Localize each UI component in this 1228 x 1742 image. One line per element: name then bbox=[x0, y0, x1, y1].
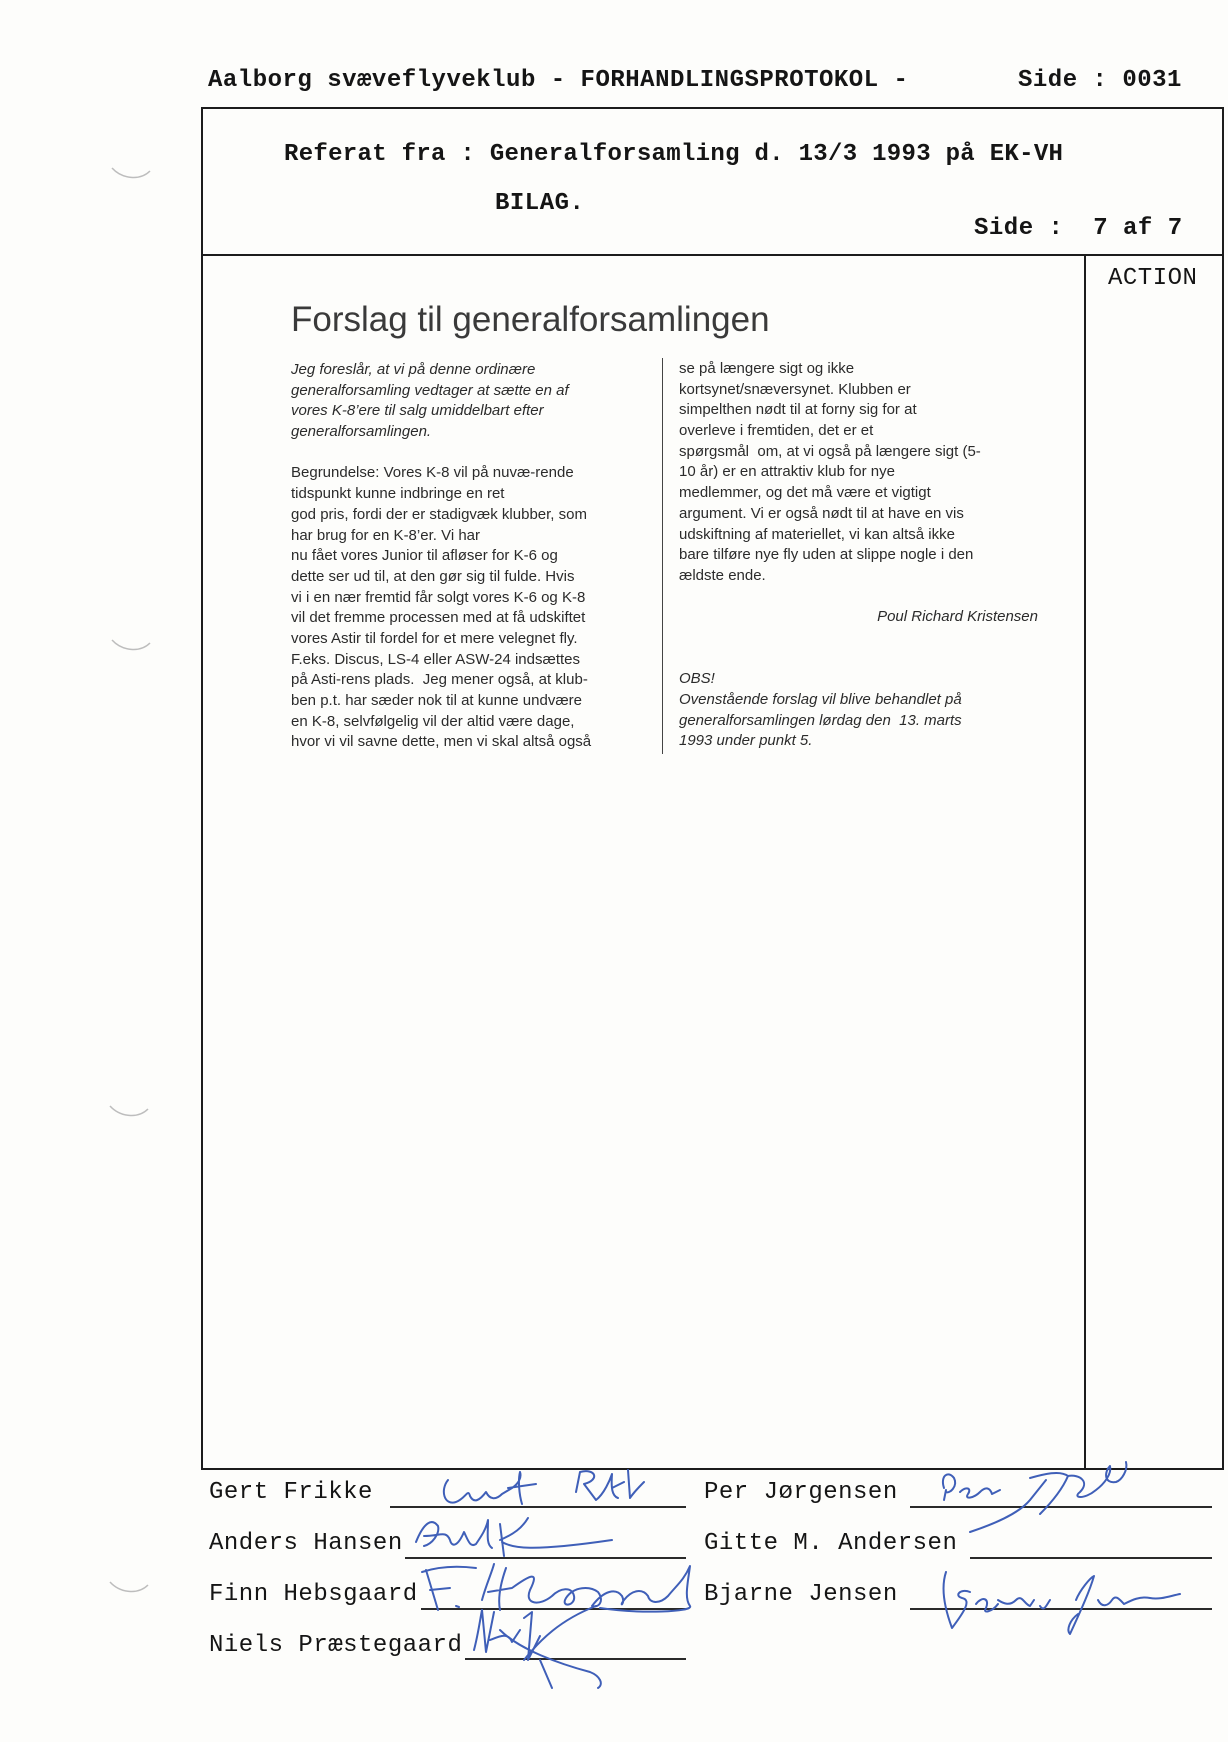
reason-line: dette ser ud til, at den gør sig til fulde. Hvis bbox=[291, 567, 575, 585]
note-line: Ovenstående forslag vil blive behandlet på bbox=[679, 691, 962, 708]
reason-line: F.eks. Discus, LS-4 eller ASW-24 indsættes bbox=[291, 650, 580, 668]
signature-line bbox=[465, 1658, 686, 1660]
signature-line bbox=[421, 1608, 686, 1610]
note-line: 1993 under punkt 5. bbox=[679, 732, 813, 750]
protocol-title: Aalborg svæveflyveklub - FORHANDLINGSPROTOKOL - bbox=[208, 67, 909, 94]
continuation-line: spørgsmål om, at vi også på længere sigt (5- bbox=[679, 442, 981, 460]
signer-label: Gitte M. Andersen bbox=[704, 1530, 958, 1557]
action-column-header: ACTION bbox=[1108, 265, 1198, 292]
protocol-page-number: Side : 0031 bbox=[1018, 67, 1182, 94]
reason-line: god pris, fordi der er stadigvæk klubber, som bbox=[291, 505, 587, 523]
continuation-line: bare tilføre nye fly uden at slippe nogle i den bbox=[679, 546, 974, 564]
intro-line: generalforsamling vedtager at sætte en af bbox=[291, 381, 569, 399]
referat-line: Referat fra : Generalforsamling d. 13/3 1993 på EK-VH bbox=[284, 141, 1064, 168]
signer-label: Gert Frikke bbox=[209, 1479, 373, 1506]
reason-line: nu fået vores Junior til afløser for K-6 og bbox=[291, 547, 558, 565]
proposal-author: Poul Richard Kristensen bbox=[877, 608, 1038, 626]
note-heading: OBS! bbox=[679, 670, 715, 688]
signature-line bbox=[970, 1557, 1212, 1559]
signer-label: Finn Hebsgaard bbox=[209, 1581, 418, 1608]
continuation-line: simpelthen nødt til at forny sig for at bbox=[679, 401, 917, 419]
signer-label: Anders Hansen bbox=[209, 1530, 403, 1557]
proposal-title: Forslag til generalforsamlingen bbox=[291, 300, 770, 339]
reason-line: en K-8, selvfølgelig vil der altid være dage, bbox=[291, 712, 575, 730]
signature-line bbox=[910, 1506, 1212, 1508]
continuation-line: ældste ende. bbox=[679, 566, 766, 584]
signature-line bbox=[910, 1608, 1212, 1610]
signature-line bbox=[390, 1506, 686, 1508]
signature-line bbox=[405, 1557, 686, 1559]
reason-line: har brug for en K-8’er. Vi har bbox=[291, 526, 480, 544]
continuation-line: argument. Vi er også nødt til at have en vis bbox=[679, 504, 964, 522]
continuation-line: udskiftning af materiellet, vi kan altså ikke bbox=[679, 525, 955, 543]
reason-line: ben p.t. har sæder nok til at kunne undvære bbox=[291, 692, 583, 709]
signer-label: Niels Præstegaard bbox=[209, 1632, 463, 1659]
continuation-line: medlemmer, og det må være et vigtigt bbox=[679, 484, 931, 502]
reason-line: Begrundelse: Vores K-8 vil på nuvæ-rende bbox=[291, 464, 574, 482]
signer-label: Bjarne Jensen bbox=[704, 1581, 898, 1608]
intro-line: vores K-8’ere til salg umiddelbart efter bbox=[291, 402, 544, 420]
sheet-page-counter: Side : 7 af 7 bbox=[974, 215, 1183, 242]
continuation-line: overleve i fremtiden, det er et bbox=[679, 422, 874, 440]
intro-line: Jeg foreslår, at vi på denne ordinære bbox=[291, 361, 536, 378]
reason-line: vil det fremme processen med at få udskiftet bbox=[291, 609, 586, 627]
reason-line: vi i en nær fremtid får solgt vores K-6 og K-8 bbox=[291, 588, 586, 606]
bilag-label: BILAG. bbox=[495, 190, 585, 217]
reason-line: hvor vi vil savne dette, men vi skal altså også bbox=[291, 733, 592, 751]
reason-line: tidspunkt kunne indbringe en ret bbox=[291, 485, 505, 503]
reason-line: vores Astir til fordel for et mere velegnet fly. bbox=[291, 629, 578, 647]
reason-line: på Asti-rens plads. Jeg mener også, at klub- bbox=[291, 671, 588, 689]
signer-label: Per Jørgensen bbox=[704, 1479, 898, 1506]
note-line: generalforsamlingen lørdag den 13. marts bbox=[679, 711, 962, 729]
intro-line: generalforsamlingen. bbox=[291, 423, 432, 441]
continuation-line: se på længere sigt og ikke bbox=[679, 360, 855, 377]
continuation-line: 10 år) er en attraktiv klub for nye bbox=[679, 463, 895, 481]
continuation-line: kortsynet/snæversynet. Klubben er bbox=[679, 380, 911, 398]
